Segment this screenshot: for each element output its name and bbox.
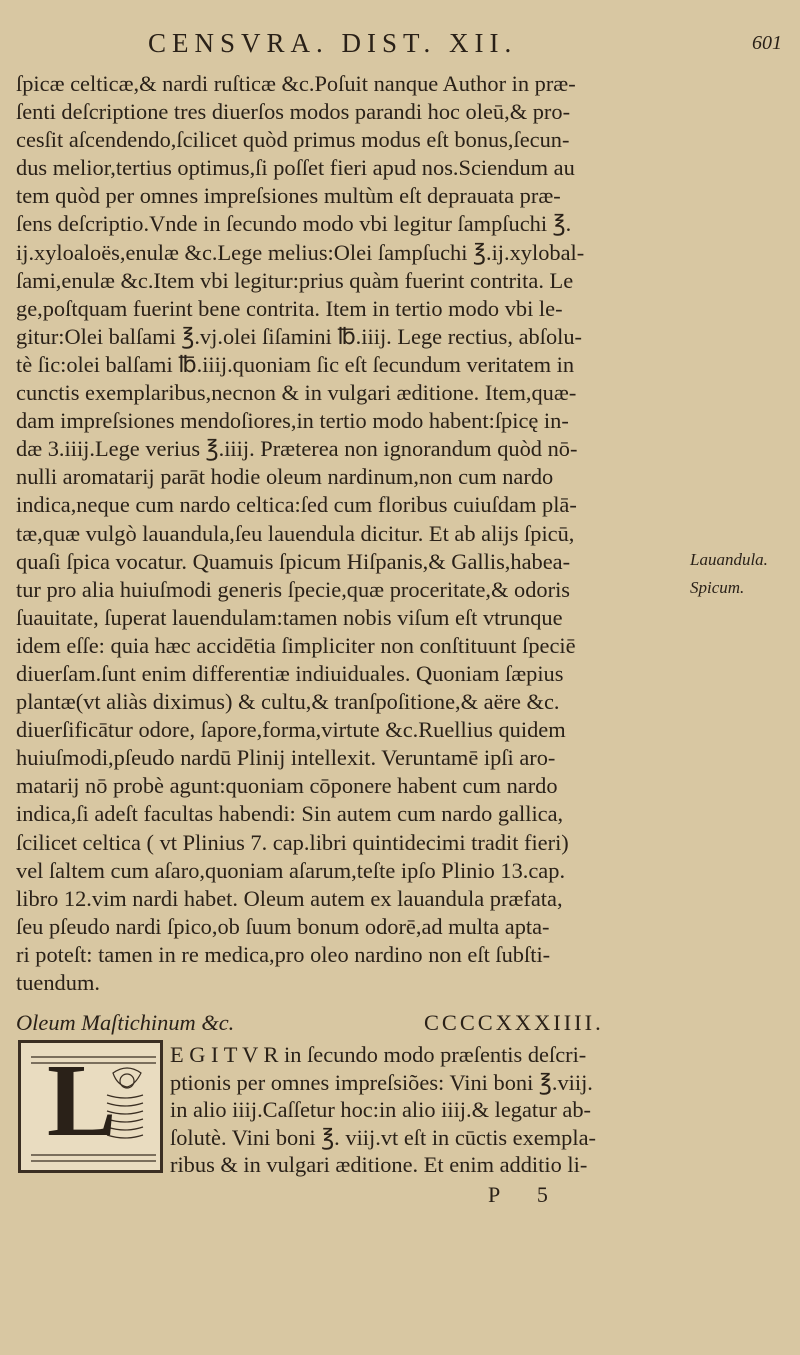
text-line: ſami,enulæ &c.Item vbi legitur:prius quàm fuerint contrita. Le: [16, 267, 574, 293]
text-line: ptionis per omnes impreſsiões: Vini boni ℥.viij.: [170, 1069, 593, 1095]
text-line: indica,neque cum nardo celtica:ſed cum floribus cuiuſdam plā-: [16, 492, 577, 518]
text-line: E G I T V R in ſecundo modo præſentis deſcri-: [170, 1042, 587, 1067]
text-line: matarij nō probè agunt:quoniam cōponere habent cum nardo: [16, 773, 558, 799]
text-line: diuerſificātur odore, ſapore,forma,virtute &c.Ruellius quidem: [16, 717, 566, 743]
text-line: dam impreſsiones mendoſiores,in tertio modo habent:ſpicę in-: [16, 408, 569, 434]
text-line: tem quòd per omnes impreſsiones multùm eſt deprauata præ-: [16, 183, 561, 209]
text-line: libro 12.vim nardi habet. Oleum autem ex lauandula præfata,: [16, 885, 563, 911]
text-line: ſpicæ celticæ,& nardi ruſticæ &c.Poſuit nanque Author in præ-: [16, 71, 576, 96]
text-line: huiuſmodi,pſeudo nardū Plinij intellexit. Veruntamē ipſi aro-: [16, 745, 556, 771]
text-line: cunctis exemplaribus,necnon & in vulgari æditione. Item,quæ-: [16, 380, 577, 406]
text-line: indica,ſi adeſt facultas habendi: Sin autem cum nardo gallica,: [16, 801, 564, 827]
page-header: [0, 28, 800, 68]
text-line: ſens deſcriptio.Vnde in ſecundo modo vbi legitur ſampſuchi ℥.: [16, 211, 572, 237]
text-line: dæ 3.iiij.Lege verius ℥.iiij. Præterea non ignorandum quòd nō-: [16, 436, 578, 462]
text-line: quaſi ſpica vocatur. Quamuis ſpicum Hiſpanis,& Gallis,habea-: [16, 548, 571, 574]
text-line: dus melior,tertius optimus,ſi poſſet fieri apud nos.Sciendum au: [16, 155, 575, 181]
text-line: tuendum.: [16, 970, 100, 995]
signature-mark: P 5: [488, 1182, 564, 1207]
text-line: idem eſſe: quia hæc accidētia ſimpliciter non conſtituunt ſpeciē: [16, 632, 576, 658]
text-line: vel ſaltem cum aſaro,quoniam aſarum,teſte ipſo Plinio 13.cap.: [16, 857, 566, 883]
text-line: nulli aromatarij parāt hodie oleum nardinum,non cum nardo: [16, 464, 554, 490]
running-title: CENSVRA. DIST. XII.: [148, 28, 518, 58]
text-line: diuerſam.ſunt enim differentiæ indiuiduales. Quoniam ſæpius: [16, 660, 564, 686]
decorated-initial: [18, 1040, 163, 1173]
text-line: ſuauitate, ſuperat lauendulam:tamen nobis viſum eſt vtrunque: [16, 604, 563, 630]
text-line: ſenti deſcriptione tres diuerſos modos parandi hoc oleū,& pro-: [16, 99, 571, 125]
text-line: ſcilicet celtica ( vt Plinius 7. cap.libri quintidecimi tradit fieri): [16, 829, 569, 855]
text-line: cesſit aſcendendo,ſcilicet quòd primus modus eſt bonus,ſecun-: [16, 127, 570, 153]
text-line: tè ſic:olei balſami ℔.iiij.quoniam ſic eſt ſecundum veritatem in: [16, 351, 575, 377]
main-text-block: [16, 70, 662, 997]
section-heading: [16, 1010, 716, 1040]
text-line: plantæ(vt aliàs diximus) & cultu,& tranſpoſitione,& aëre &c.: [16, 689, 560, 715]
text-line: gitur:Olei balſami ℥.vj.olei ſiſamini ℔.iiij. Lege rectius, abſolu-: [16, 323, 583, 349]
text-line: ſolutè. Vini boni ℥. viij.vt eſt in cūctis exempla-: [170, 1124, 596, 1150]
text-line: ribus & in vulgari æditione. Et enim additio li-: [170, 1152, 588, 1177]
text-line: in alio iiij.Caſſetur hoc:in alio iiij.& legatur ab-: [170, 1097, 591, 1122]
initial-paragraph: [170, 1041, 770, 1179]
initial-letter: L: [47, 1043, 117, 1158]
marginal-note-lauandula: Lauandula.: [690, 550, 768, 569]
text-line: tæ,quæ vulgò lauandula,ſeu lauendula dicitur. Et ab alijs ſpicū,: [16, 520, 575, 546]
text-line: ſeu pſeudo nardi ſpico,ob ſuum bonum odorē,ad multa apta-: [16, 913, 550, 939]
text-line: ij.xyloaloës,enulæ &c.Lege melius:Olei ſampſuchi ℥.ij.xylobal-: [16, 239, 585, 265]
section-title: Oleum Maſtichinum &c.: [16, 1010, 235, 1035]
page-number: 601: [752, 32, 782, 54]
text-line: ri poteſt: tamen in re medica,pro oleo nardino non eſt ſubſti-: [16, 941, 551, 967]
text-line: tur pro alia huiuſmodi generis ſpecie,quæ proceritate,& odoris: [16, 576, 571, 602]
section-number: CCCCXXXIIII.: [424, 1010, 604, 1035]
text-line: ge,poſtquam fuerint bene contrita. Item in tertio modo vbi le-: [16, 295, 563, 321]
marginal-note-spicum: Spicum.: [690, 578, 745, 597]
